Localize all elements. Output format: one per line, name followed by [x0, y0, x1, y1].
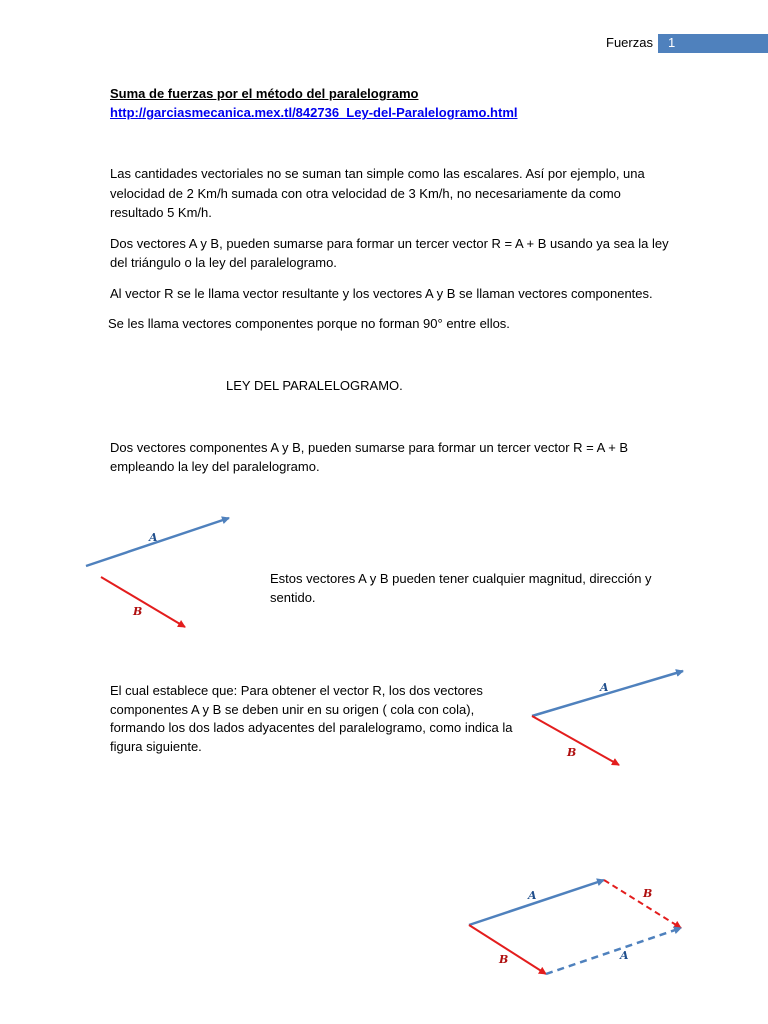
document-title: Suma de fuerzas por el método del paralelogramo — [110, 86, 419, 101]
vector-a-dashed-label: A — [620, 949, 629, 962]
vector-b-label: B — [567, 746, 577, 759]
paragraph-7-line-1: El cual establece que: Para obtener el vector R, los dos vectores — [110, 683, 483, 698]
vector-a-arrow — [469, 880, 604, 925]
paragraph-6-line-2: sentido. — [270, 590, 316, 605]
vector-b-label: B — [133, 605, 143, 618]
vector-a-label: A — [149, 531, 158, 544]
vector-b-arrow — [469, 925, 546, 974]
paragraph-2-line-2: del triángulo o la ley del paralelogramo. — [110, 255, 337, 270]
paragraph-1-line-3: resultado 5 Km/h. — [110, 205, 212, 220]
paragraph-1-line-1: Las cantidades vectoriales no se suman tan simple como las escalares. Así por ejemplo, una — [110, 166, 645, 181]
paragraph-7-line-4: figura siguiente. — [110, 739, 202, 754]
vector-b-dashed-label: B — [643, 887, 653, 900]
paragraph-2-line-1: Dos vectores A y B, pueden sumarse para formar un tercer vector R = A + B usando ya sea la ley — [110, 236, 669, 251]
header-section-title: Fuerzas — [606, 35, 653, 50]
section-heading: LEY DEL PARALELOGRAMO. — [226, 378, 403, 393]
paragraph-7-line-3: formando los dos lados adyacentes del paralelogramo, como indica la — [110, 720, 513, 735]
paragraph-5-line-1: Dos vectores componentes A y B, pueden sumarse para formar un tercer vector R = A + B — [110, 440, 629, 455]
paragraph-6-line-1: Estos vectores A y B pueden tener cualquier magnitud, dirección y — [270, 571, 652, 586]
vector-a-label: A — [600, 681, 609, 694]
page-number: 1 — [668, 35, 676, 50]
vector-b-label: B — [499, 953, 509, 966]
paragraph-7-line-2: componentes A y B se deben unir en su origen ( cola con cola), — [110, 702, 475, 717]
vector-a-dashed-arrow — [546, 928, 681, 974]
paragraph-5-line-2: empleando la ley del paralelogramo. — [110, 459, 320, 474]
paragraph-1-line-2: velocidad de 2 Km/h sumada con otra velocidad de 3 Km/h, no necesariamente da como — [110, 186, 621, 201]
paragraph-4: Se les llama vectores componentes porque no forman 90° entre ellos. — [108, 316, 510, 331]
source-link[interactable]: http://garciasmecanica.mex.tl/842736_Ley-del-Paralelogramo.html — [110, 105, 518, 120]
paragraph-3: Al vector R se le llama vector resultante y los vectores A y B se llaman vectores componentes. — [110, 286, 653, 301]
vector-a-label: A — [528, 889, 537, 902]
